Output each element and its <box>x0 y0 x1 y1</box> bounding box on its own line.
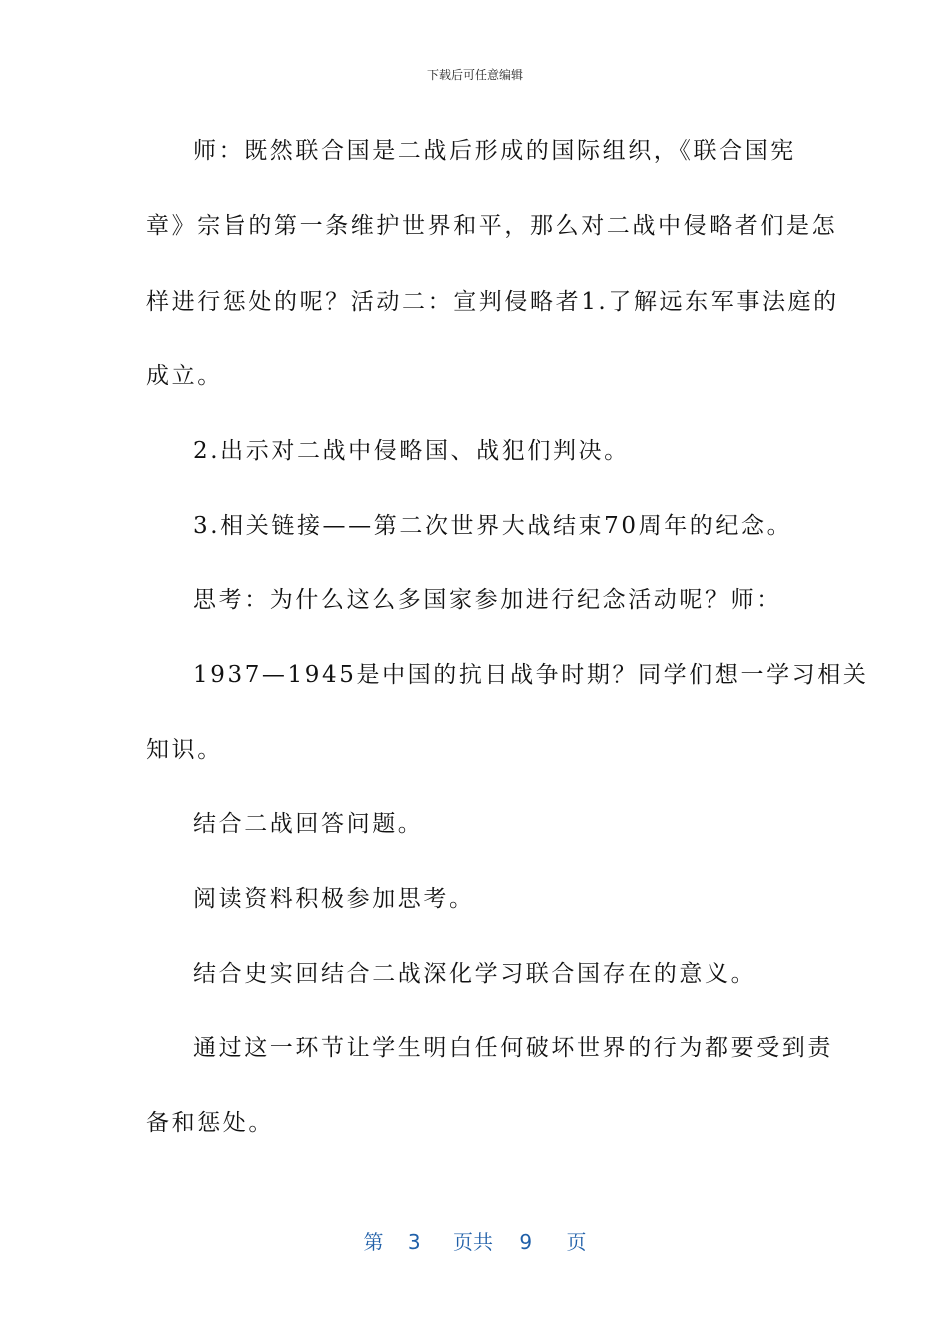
text-line: 通过这一环节让学生明白任何破坏世界的行为都要受到责 <box>193 1035 833 1061</box>
text-line: 1937—1945是中国的抗日战争时期？同学们想一学习相关 <box>193 662 869 688</box>
text-line: 3.相关链接——第二次世界大战结束70周年的纪念。 <box>193 513 793 539</box>
text-line: 师：既然联合国是二战后形成的国际组织，《联合国宪 <box>193 138 796 164</box>
page-footer <box>0 1226 950 1255</box>
text-line: 知识。 <box>146 737 223 763</box>
text-line: 样进行惩处的呢？活动二：宣判侵略者1.了解远东军事法庭的 <box>146 289 839 315</box>
page-total: 9 <box>519 1230 533 1254</box>
page-number: 3 <box>407 1230 421 1254</box>
page-prefix: 第 <box>363 1230 384 1254</box>
page-mid: 页共 <box>453 1230 493 1254</box>
text-line: 成立。 <box>146 363 223 389</box>
page-header-note: 下载后可任意编辑 <box>426 68 523 82</box>
page-suffix: 页 <box>566 1230 587 1254</box>
text-line: 章》宗旨的第一条维护世界和平，那么对二战中侵略者们是怎 <box>146 213 838 239</box>
text-line: 2.出示对二战中侵略国、战犯们判决。 <box>193 438 630 464</box>
text-line: 阅读资料积极参加思考。 <box>193 886 475 912</box>
text-line: 备和惩处。 <box>146 1110 274 1136</box>
text-line: 思考：为什么这么多国家参加进行纪念活动呢？师： <box>193 587 782 613</box>
text-line: 结合史实回结合二战深化学习联合国存在的意义。 <box>193 961 757 987</box>
text-line: 结合二战回答问题。 <box>193 811 424 837</box>
